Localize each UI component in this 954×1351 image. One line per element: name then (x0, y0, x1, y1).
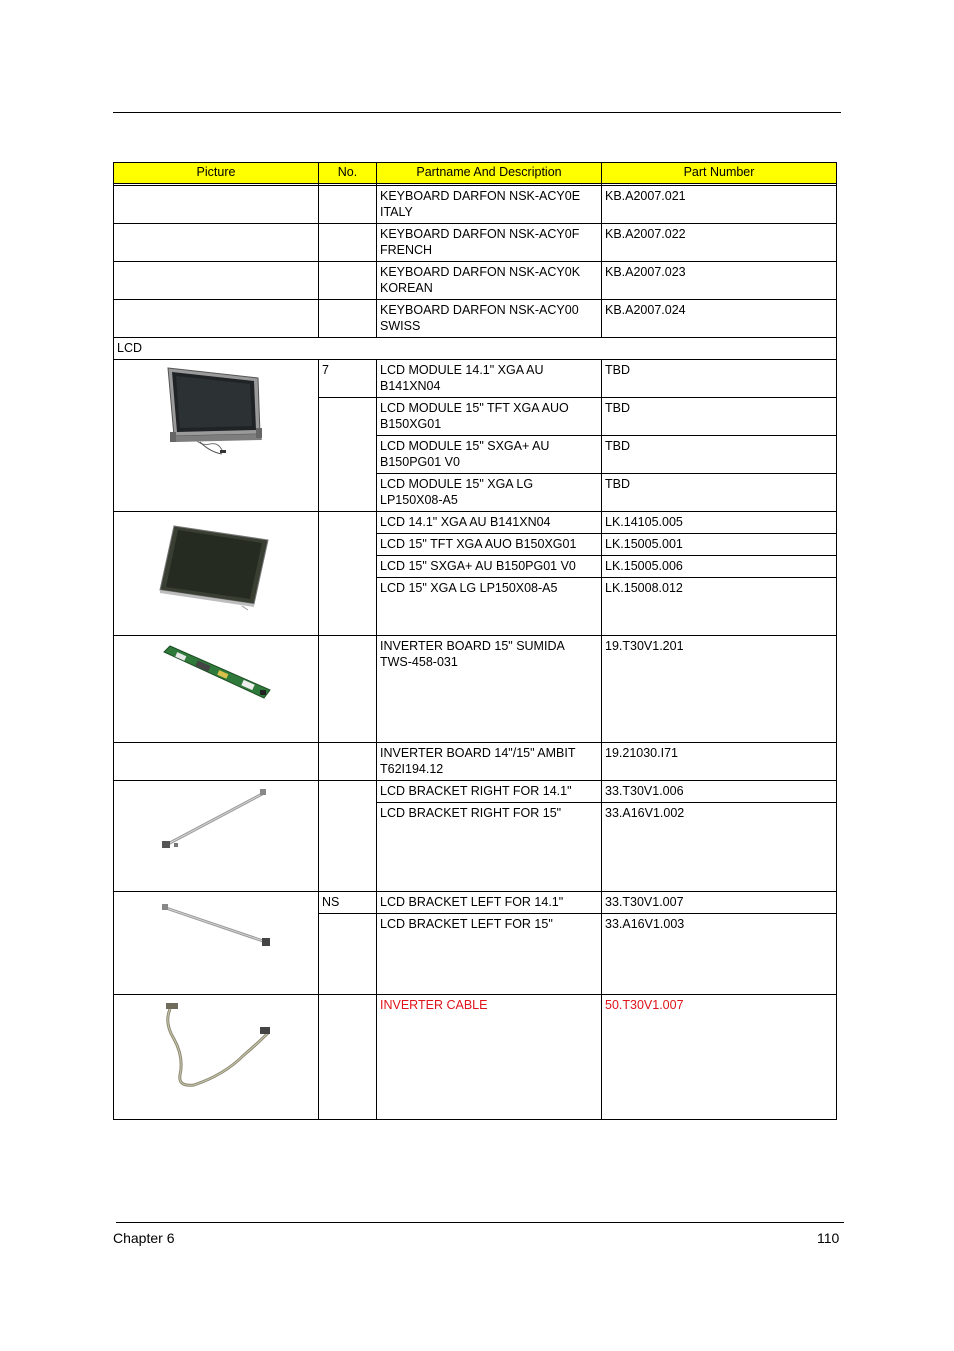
part-number-cell: TBD (602, 360, 837, 398)
no-cell (319, 436, 377, 474)
description-cell: KEYBOARD DARFON NSK-ACY0F FRENCH (377, 224, 602, 262)
part-number-cell: LK.15008.012 (602, 578, 837, 636)
table-row (114, 360, 837, 398)
part-number-cell: 33.A16V1.003 (602, 914, 837, 995)
no-cell (319, 262, 377, 300)
no-cell (319, 300, 377, 338)
description-cell: LCD 15" SXGA+ AU B150PG01 V0 (377, 556, 602, 578)
description-cell: LCD MODULE 14.1" XGA AU B141XN04 (377, 360, 602, 398)
lcd-module-photo-icon (156, 362, 276, 462)
lcd-panel-photo-icon (156, 514, 276, 614)
picture-cell (114, 300, 319, 338)
description-cell: INVERTER BOARD 15" SUMIDA TWS-458-031 (377, 636, 602, 743)
picture-cell (114, 781, 319, 892)
no-cell (319, 743, 377, 781)
part-number-cell: 33.A16V1.002 (602, 803, 837, 892)
table-row (114, 636, 837, 743)
table-row (114, 781, 837, 803)
description-cell: LCD BRACKET LEFT FOR 14.1" (377, 892, 602, 914)
picture-cell (114, 636, 319, 743)
description-cell: LCD BRACKET RIGHT FOR 15" (377, 803, 602, 892)
header-rule (113, 112, 841, 113)
inverter-board-photo-icon (156, 638, 276, 708)
description-cell: LCD MODULE 15" XGA LG LP150X08-A5 (377, 474, 602, 512)
description-cell: LCD MODULE 15" SXGA+ AU B150PG01 V0 (377, 436, 602, 474)
picture-cell (114, 186, 319, 224)
section-label: LCD (114, 338, 837, 360)
part-number-cell: LK.15005.006 (602, 556, 837, 578)
description-cell: LCD 15" TFT XGA AUO B150XG01 (377, 534, 602, 556)
col-header-part-number: Part Number (602, 163, 837, 184)
part-number-cell: KB.A2007.024 (602, 300, 837, 338)
table-row (114, 512, 837, 534)
table-row (114, 300, 837, 338)
part-number-cell: TBD (602, 398, 837, 436)
col-header-no: No. (319, 163, 377, 184)
description-cell: INVERTER BOARD 14"/15" AMBIT T62I194.12 (377, 743, 602, 781)
picture-cell (114, 262, 319, 300)
part-number-cell: 33.T30V1.006 (602, 781, 837, 803)
table-row (114, 995, 837, 1120)
table-row (114, 743, 837, 781)
description-cell: KEYBOARD DARFON NSK-ACY00 SWISS (377, 300, 602, 338)
part-number-cell: LK.14105.005 (602, 512, 837, 534)
no-cell (319, 474, 377, 512)
parts-table (113, 162, 837, 1120)
col-header-description: Partname And Description (377, 163, 602, 184)
page-number: 110 (817, 1230, 840, 1246)
table-row (114, 224, 837, 262)
part-number-cell: 19.21030.I71 (602, 743, 837, 781)
no-cell (319, 398, 377, 436)
inverter-cable-photo-icon (156, 997, 276, 1097)
description-cell: KEYBOARD DARFON NSK-ACY0E ITALY (377, 186, 602, 224)
part-number-cell: TBD (602, 436, 837, 474)
part-number-cell: KB.A2007.023 (602, 262, 837, 300)
description-cell: INVERTER CABLE (377, 995, 602, 1120)
picture-cell (114, 360, 319, 512)
bracket-right-photo-icon (156, 783, 276, 863)
table-row (114, 262, 837, 300)
description-cell: LCD 14.1" XGA AU B141XN04 (377, 512, 602, 534)
picture-cell (114, 743, 319, 781)
footer-chapter: Chapter 6 (113, 1230, 175, 1246)
part-number-cell: 33.T30V1.007 (602, 892, 837, 914)
table-row (114, 892, 837, 914)
part-number-cell: KB.A2007.022 (602, 224, 837, 262)
picture-cell (114, 512, 319, 636)
description-cell: LCD BRACKET LEFT FOR 15" (377, 914, 602, 995)
description-cell: KEYBOARD DARFON NSK-ACY0K KOREAN (377, 262, 602, 300)
part-number-cell: LK.15005.001 (602, 534, 837, 556)
bracket-left-photo-icon (156, 894, 276, 964)
part-number-cell: 50.T30V1.007 (602, 995, 837, 1120)
no-cell: NS (319, 892, 377, 914)
description-cell: LCD MODULE 15" TFT XGA AUO B150XG01 (377, 398, 602, 436)
section-row (114, 338, 837, 360)
picture-cell (114, 224, 319, 262)
table-header-row (114, 163, 837, 184)
no-cell (319, 636, 377, 743)
no-cell (319, 781, 377, 892)
no-cell: 7 (319, 360, 377, 398)
picture-cell (114, 892, 319, 995)
table-row (114, 186, 837, 224)
description-cell: LCD BRACKET RIGHT FOR 14.1" (377, 781, 602, 803)
no-cell (319, 512, 377, 636)
description-cell: LCD 15" XGA LG LP150X08-A5 (377, 578, 602, 636)
footer-rule (116, 1222, 844, 1223)
no-cell (319, 186, 377, 224)
part-number-cell: KB.A2007.021 (602, 186, 837, 224)
no-cell (319, 995, 377, 1120)
col-header-picture: Picture (114, 163, 319, 184)
part-number-cell: TBD (602, 474, 837, 512)
no-cell (319, 914, 377, 995)
part-number-cell: 19.T30V1.201 (602, 636, 837, 743)
picture-cell (114, 995, 319, 1120)
no-cell (319, 224, 377, 262)
